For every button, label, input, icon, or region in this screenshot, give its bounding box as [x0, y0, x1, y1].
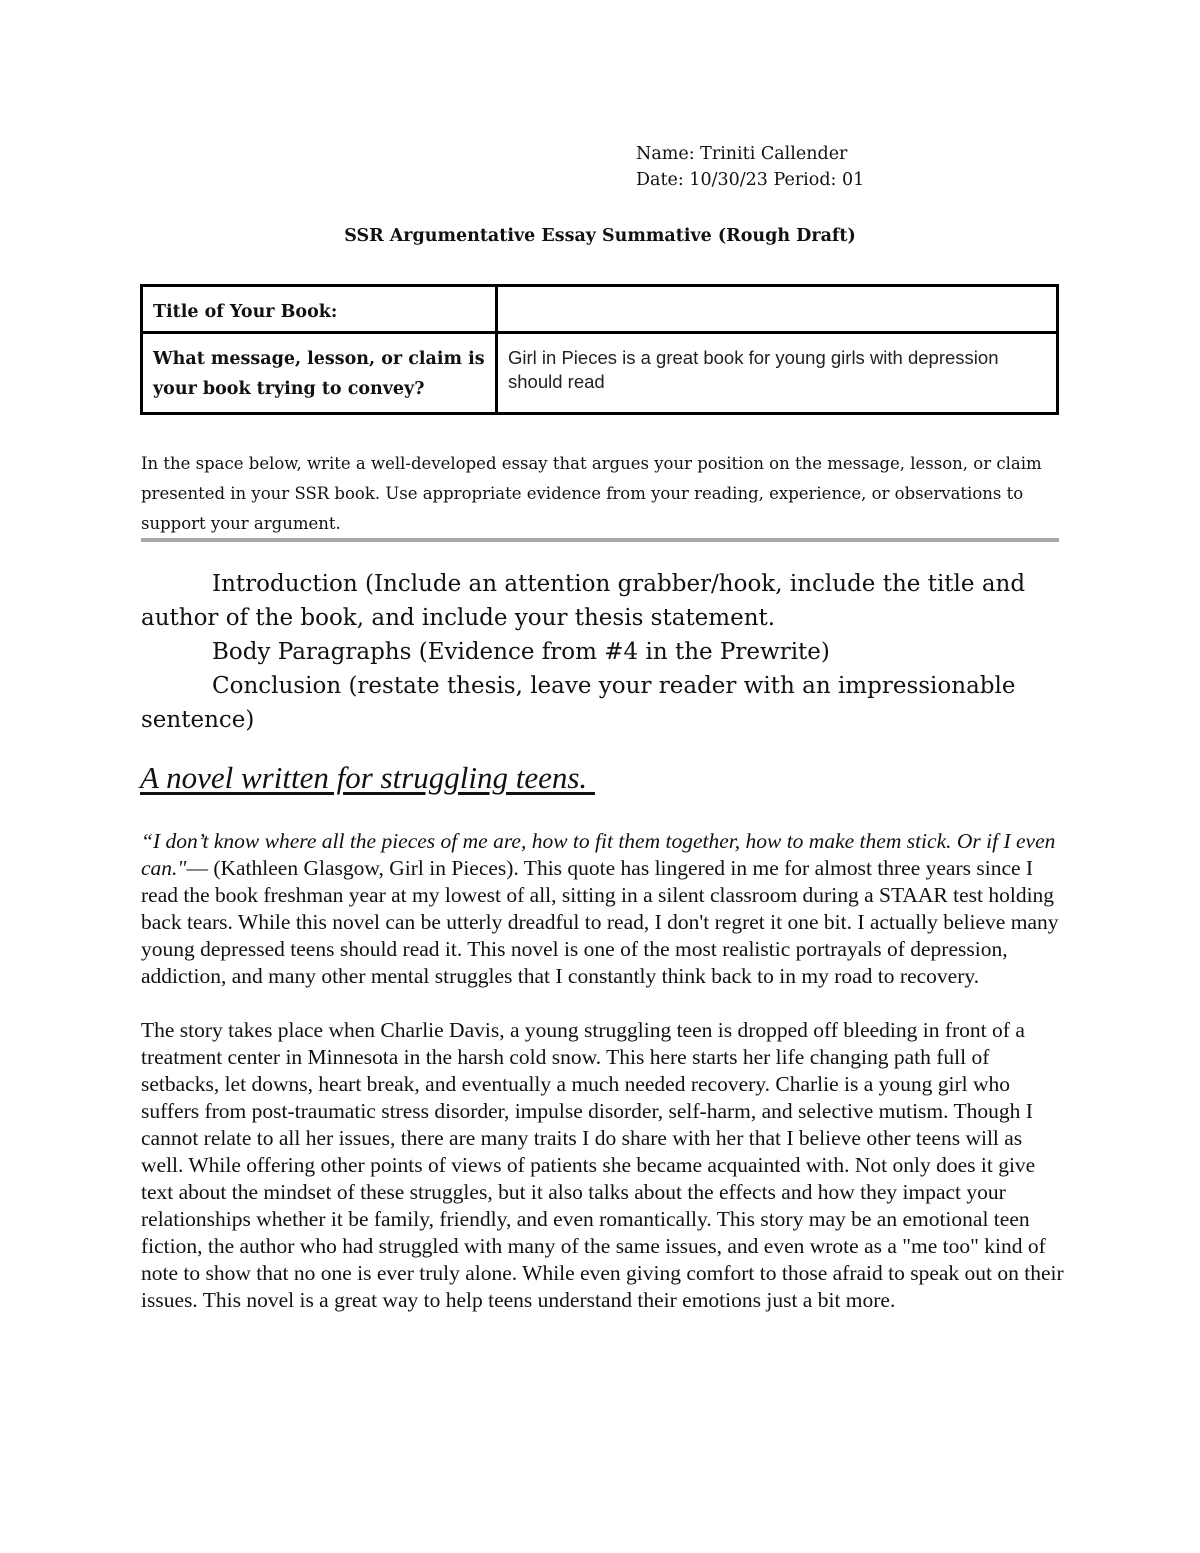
essay-body	[141, 828, 1066, 1341]
book-title-value	[497, 286, 1058, 333]
message-value: Girl in Pieces is a great book for young girls with depression should read	[497, 333, 1058, 414]
essay-paragraph: The story takes place when Charlie Davis, a young struggling teen is dropped off bleeding in front of a treatment center in Minnesota in the harsh cold snow. This here starts her life changing path full of setbacks, let downs, heart break, and eventually a much needed recovery. Charlie is a young girl who suffers from post-traumatic stress disorder, impulse disorder, self-harm, and selective mutism. Though I cannot relate to all her issues, there are many traits I do share with her that I believe other teens will as well. While offering other points of views of patients she became acquainted with. Not only does it give text about the mindset of these struggles, but it also talks about the effects and how they impact your relationships whether it be family, friendly, and even romantically. This story may be an emotional teen fiction, the author who had struggled with many of the same issues, and even wrote as a "me too" kind of note to show that no one is ever truly alone. While even giving comfort to those afraid to speak out on their issues. This novel is a great way to help teens understand their emotions just a bit more.	[141, 1018, 1064, 1312]
outline-body: Body Paragraphs (Evidence from #4 in the Prewrite)	[212, 639, 830, 665]
outline-conclusion: Conclusion (restate thesis, leave your reader with an impressionable sentence)	[141, 673, 1016, 733]
essay-paragraph	[141, 828, 1066, 990]
table-row	[142, 333, 1058, 414]
book-info-table	[140, 284, 1059, 415]
student-name: Name: Triniti Callender	[636, 144, 848, 164]
message-label: What message, lesson, or claim is your book trying to convey?	[142, 333, 497, 414]
paragraph-text: — (Kathleen Glasgow, Girl in Pieces). This quote has lingered in me for almost three years since I read the book freshman year at my lowest of all, sitting in a silent classroom during a STAAR test holding back tears. While this novel can be utterly dreadful to read, I don't regret it one bit. I actually believe many young depressed teens should read it. This novel is one of the most realistic portrayals of depression, addiction, and many other mental struggles that I constantly think back to in my road to recovery.	[141, 856, 1059, 988]
outline-introduction: Introduction (Include an attention grabber/hook, include the title and author of the book, and include your thesis statement.	[141, 571, 1026, 631]
essay-title: A novel written for struggling teens.	[140, 760, 595, 795]
book-title-label: Title of Your Book:	[142, 286, 497, 333]
student-header	[636, 141, 864, 193]
table-row	[142, 286, 1058, 333]
date-period: Date: 10/30/23 Period: 01	[636, 170, 865, 190]
essay-outline	[141, 567, 1061, 737]
opening-quote: “I don’t know where all the pieces of me are, how to fit them together, how to make them stick. Or if I even can."	[141, 829, 1056, 880]
document-title: SSR Argumentative Essay Summative (Rough Draft)	[344, 226, 856, 246]
essay-instructions: In the space below, write a well-developed essay that argues your position on the message, lesson, or claim presented in your SSR book. Use appropriate evidence from your reading, experience, or observations to support your argument.	[141, 454, 1042, 533]
horizontal-divider	[141, 538, 1059, 542]
